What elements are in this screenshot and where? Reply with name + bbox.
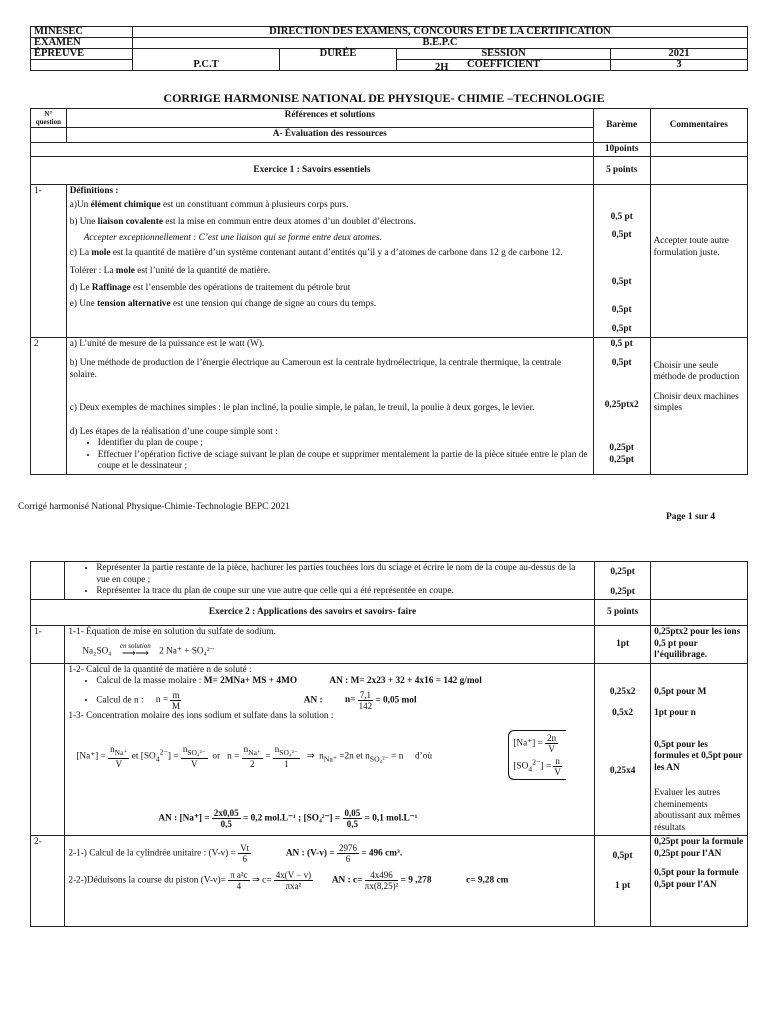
n-calc-label: Calcul de n : bbox=[96, 695, 144, 706]
dissolution-equation bbox=[68, 643, 591, 658]
q1b-def: est la mise en commun entre deux atomes d’un doublet d’électrons. bbox=[162, 217, 416, 227]
eq-arrow-icon: ⟶⟶ bbox=[121, 648, 149, 659]
course-final: c= 9,28 cm bbox=[466, 875, 509, 886]
coupe-step-4: • Représenter la trace du plan de coupe sur une vue autre que celle qui a été représentée en coupe. bbox=[96, 586, 591, 598]
session-value: 2021 bbox=[611, 49, 748, 60]
course-den: 4 bbox=[236, 881, 242, 891]
cylindree-an-num: 2976 bbox=[338, 843, 357, 853]
duree-value-display: 2H bbox=[435, 62, 449, 73]
course-comment-1: 0,5pt pour la formule bbox=[654, 868, 739, 878]
cylindree-comment-1: 0,25pt pour la formule bbox=[654, 837, 744, 847]
n-formula-left: n = bbox=[155, 695, 169, 706]
course-text: 2-2-)Déduisons la course du piston (V-v)= bbox=[68, 875, 226, 886]
q1-number: 1- bbox=[31, 185, 67, 338]
direction-cell: DIRECTION DES EXAMENS, CONCOURS ET DE LA CERTIFICATION bbox=[133, 27, 748, 38]
conc-na-num: 2x0,05 bbox=[213, 808, 239, 818]
coupe-steps-continued bbox=[65, 562, 595, 600]
page-2 bbox=[0, 555, 768, 1024]
n-calc-line bbox=[96, 690, 591, 711]
molar-mass-line bbox=[96, 676, 591, 688]
q1d-def: est l’ensemble des opérations de traitement du pétrole brut bbox=[130, 283, 351, 293]
q2d-step-1: • Identifier du plan de coupe ; bbox=[98, 438, 590, 450]
n-result: = 0,05 mol bbox=[375, 695, 417, 706]
course-implies: ⇒ c= bbox=[251, 875, 272, 886]
n-an-den: 142 bbox=[358, 700, 373, 711]
eq-reactant: Na₂SO₄ bbox=[82, 646, 112, 656]
ex2-q11-text: 1-1- Équation de mise en solution du sulfate de sodium. bbox=[68, 627, 276, 637]
n-an-label: AN : bbox=[303, 695, 323, 706]
n-formula-den: M bbox=[171, 700, 180, 711]
q2c-comment: Choisir deux machines simples bbox=[653, 391, 739, 413]
q1e-points: 0,5pt bbox=[611, 324, 632, 334]
q2-number: 2 bbox=[31, 337, 67, 474]
molar-mass-formula: M= 2MNa+ MS + 4MO bbox=[203, 676, 298, 686]
concentration-formulas: [Na⁺] = $\frac{n_{Na^+}}{V}$ et $[SO_4^{2-}]$ = $\frac{n_{SO_4^{2-}}}{V}$ or n = $\frac{n_{Na^+}}{2}$ = $\frac{n_{SO_4^{2-}}}{1}$ ⇒ $n_{Na^+} =2n$ et $n_{SO_4^{2-}} = n$ d’où [Na⁺] = $\frac{2n}{V}$ $[SO_4^{2-}]$ = $\frac{n}{V}$ bbox=[76, 730, 591, 786]
session-label: SESSION bbox=[397, 49, 611, 60]
exercice1-title: Exercice 1 : Savoirs essentiels bbox=[31, 157, 594, 185]
q2d-step-2: • Effectuer l’opération fictive de sciage suivant le plan de coupe et supprimer mentalement la partie de la pièce située entre le plan de coupe et le dessinateur ; bbox=[98, 450, 590, 473]
q1b-pre: b) Une bbox=[69, 217, 98, 227]
concentration-comment: 0,5pt pour les formules et 0,5pt pour les AN bbox=[654, 739, 743, 773]
course-num: π a²c bbox=[230, 870, 248, 880]
conc-na-result: = 0,2 mol.L⁻¹ ; [SO₄²⁻] = bbox=[242, 813, 341, 824]
course-comment-2: 0,5pt pour l’AN bbox=[654, 879, 717, 890]
q2c-text: c) Deux exemples de machines simples : le plan incliné, la poulie simple, le palan, le treuil, la poulie à deux gorges, le levier. bbox=[69, 403, 535, 413]
footer-page-number: Page 1 sur 4 bbox=[666, 512, 716, 522]
ex2-q12-q13-bareme bbox=[595, 663, 651, 836]
exercice2-points: 5 points bbox=[595, 600, 651, 626]
ex2-q12-q13-content bbox=[65, 663, 595, 836]
ex2-q2-content bbox=[65, 836, 595, 927]
ex2-q2-bareme bbox=[595, 836, 651, 927]
footer-left: Corrigé harmonisé National Physique-Chimie-Technologie BEPC 2021 bbox=[18, 502, 290, 512]
n-an-left: n= bbox=[344, 695, 356, 706]
col-header-comments: Commentaires bbox=[650, 109, 747, 143]
ex2-q2-comment bbox=[651, 836, 748, 927]
ex2-q1-number: 1- bbox=[31, 626, 65, 664]
q1c-tol-pre: Tolérer : La bbox=[69, 265, 116, 276]
epreuve-label: ÉPREUVE bbox=[31, 49, 133, 60]
q2d-steps bbox=[70, 438, 590, 473]
cylindree-result: = 496 cm³. bbox=[361, 848, 403, 859]
q1d-points: 0,5pt bbox=[611, 304, 632, 315]
q2d-points-2: 0,25pt bbox=[609, 454, 634, 465]
q1e-pre: e) Une bbox=[69, 298, 98, 309]
conc-na-den: 0,5 bbox=[220, 819, 232, 829]
q1-bareme bbox=[593, 185, 650, 338]
conc-an-label: AN : [Na⁺] = bbox=[158, 813, 210, 824]
answer-table-page2 bbox=[30, 561, 748, 927]
molar-mass-result: M= 2x23 + 32 + 4x16 = 142 g/mol bbox=[350, 676, 482, 686]
cylindree-text: 2-1-) Calcul de la cylindrée unitaire : (V-v) = bbox=[68, 848, 236, 859]
eq-arrow-label: en solution bbox=[119, 641, 151, 650]
q2b-comment: Choisir une seule méthode de production bbox=[653, 360, 740, 382]
exercice1-points: 5 points bbox=[593, 157, 650, 185]
n-comment: 1pt pour n bbox=[654, 708, 696, 718]
cylindree-line bbox=[68, 843, 591, 864]
col-header-num: N° question bbox=[31, 109, 67, 128]
col-header-bareme: Barème bbox=[593, 109, 650, 143]
conc-so-num: 0,05 bbox=[344, 808, 361, 818]
course-an-den: πx(8,25)² bbox=[364, 881, 399, 891]
col-header-refs: Références et solutions bbox=[66, 109, 593, 128]
cylindree-an-den: 6 bbox=[345, 854, 351, 864]
section-a-points: 10points bbox=[593, 142, 650, 157]
q2d-points-1: 0,25pt bbox=[609, 443, 634, 453]
other-paths-comment: Evaluer les autres cheminements aboutissant aux mêmes résultats bbox=[654, 788, 741, 833]
q1c-term: mole bbox=[91, 248, 111, 258]
q1e-def: est une tension qui change de signe au cours du temps. bbox=[170, 298, 377, 309]
course-mid-den: πxa² bbox=[285, 881, 302, 891]
exercice2-title: Exercice 2 : Applications des savoirs et savoirs- faire bbox=[31, 600, 595, 626]
q1-content bbox=[66, 185, 593, 338]
q2b-points: 0,5pt bbox=[611, 358, 632, 368]
cylindree-points: 0,5pt bbox=[612, 851, 633, 861]
document-title: CORRIGE HARMONISE NATIONAL DE PHYSIQUE- CHIMIE –TECHNOLOGIE bbox=[163, 91, 605, 105]
examen-value: B.E.P.C bbox=[133, 38, 748, 49]
conc-so-den: 0,5 bbox=[346, 819, 359, 829]
molar-mass-comment: 0,5pt pour M bbox=[654, 686, 707, 697]
q2a-text: a) L’unité de mesure de la puissance est le watt (W). bbox=[69, 338, 265, 349]
course-points: 1 pt bbox=[614, 880, 631, 891]
minesec-cell: MINESEC bbox=[31, 27, 133, 38]
cylindree-num: Vt bbox=[240, 843, 250, 853]
q1c-tol-term: mole bbox=[115, 265, 135, 276]
q2-content bbox=[66, 337, 593, 474]
course-line bbox=[68, 870, 591, 891]
coupe-steps-points bbox=[595, 562, 651, 600]
concentration-points: 0,25x4 bbox=[609, 765, 636, 776]
exam-header-table bbox=[30, 26, 748, 71]
q2c-points: 0,25ptx2 bbox=[604, 399, 639, 410]
ex2-q11-comment-1: 0,25ptx2 pour les ions bbox=[654, 627, 741, 637]
ex2-q2-number: 2- bbox=[31, 836, 65, 927]
ex2-q11-bareme: 1pt bbox=[595, 626, 651, 664]
course-an-num: 4x496 bbox=[365, 870, 399, 881]
eq-products: 2 Na⁺ + SO₄²⁻ bbox=[159, 646, 215, 656]
q1c-points: 0,5pt bbox=[611, 277, 632, 287]
course-result: = 9 ,278 bbox=[400, 875, 432, 886]
coefficient-value: 3 bbox=[611, 60, 748, 71]
cylindree-den: 6 bbox=[242, 854, 247, 864]
q1-heading: Définitions : bbox=[69, 186, 119, 196]
molar-mass-an-label: AN : bbox=[329, 676, 351, 686]
q1e-term: tension alternative bbox=[97, 298, 171, 309]
cylindree-comment-2: 0,25pt pour l’AN bbox=[654, 848, 722, 859]
q2-bareme bbox=[593, 337, 650, 474]
q1b-exception: Accepter exceptionnellement : C’est une liaison qui se forme entre deux atomes. bbox=[83, 232, 382, 243]
ex2-q13-text: 1-3- Concentration molaire des ions sodium et sulfate dans la solution : bbox=[68, 710, 334, 721]
examen-label: EXAMEN bbox=[31, 38, 133, 49]
q1c-tol-def: est l’unité de la quantité de matière. bbox=[134, 265, 271, 276]
q2d-text: d) Les étapes de la réalisation d’une coupe simple sont : bbox=[69, 426, 278, 437]
page-gap bbox=[0, 527, 768, 555]
duree-label: DURÉE bbox=[280, 49, 397, 71]
ex2-q12-q13-comment bbox=[651, 663, 748, 836]
course-mid-num: 4x(V − v) bbox=[275, 870, 312, 880]
n-formula-num: m bbox=[172, 689, 180, 700]
coupe-step-3-points: 0,25pt bbox=[610, 567, 635, 577]
section-a-title: A- Évaluation des ressources bbox=[66, 128, 593, 143]
coupe-step-3: • Représenter la partie restante de la pièce, hachurer les parties touchées lors du sciage et écrire le nom de la coupe au-dessus de la vue en coupe ; bbox=[96, 563, 591, 586]
q2a-points: 0,5 pt bbox=[610, 338, 633, 349]
q1a-points: 0,5 pt bbox=[610, 212, 633, 222]
ex2-q12-text: 1-2- Calcul de la quantité de matière n de soluté : bbox=[68, 664, 252, 675]
n-points: 0,5x2 bbox=[612, 708, 634, 718]
molar-mass-label: Calcul de la masse molaire : bbox=[96, 676, 204, 686]
q1a-def: est un constituant commun à plusieurs corps purs. bbox=[160, 199, 349, 210]
epreuve-value: P.C.T bbox=[133, 49, 280, 71]
q1a-pre: a)Un bbox=[69, 199, 91, 210]
q1c-def: est la quantité de matière d’un système contenant autant d’entités qu’il y a d’atomes de carbone dans 12 g de carbone 12. bbox=[110, 248, 563, 258]
coefficient-label: COEFFICIENT bbox=[397, 60, 611, 71]
molar-mass-points: 0,25x2 bbox=[609, 686, 636, 697]
q1b-term: liaison covalente bbox=[97, 217, 163, 227]
concentration-an-line bbox=[158, 808, 591, 829]
q1-comment-text: Accepter toute autre formulation juste. bbox=[653, 236, 729, 258]
q1a-term: élément chimique bbox=[90, 199, 161, 210]
q1b-points: 0,5pt bbox=[611, 229, 632, 240]
conc-so-result: = 0,1 mol.L⁻¹ bbox=[364, 813, 418, 824]
q2b-text: b) Une méthode de production de l’énergie électrique au Cameroun est la centrale hydroélectrique, la centrale thermique, la centrale solaire. bbox=[69, 358, 562, 380]
ex2-q11-comment bbox=[651, 626, 748, 664]
q2-comment bbox=[650, 337, 747, 474]
ex2-q11-content bbox=[65, 626, 595, 664]
q1d-pre: d) Le bbox=[69, 283, 92, 293]
q1-comment bbox=[650, 185, 747, 338]
n-an-num: 7,1 bbox=[359, 689, 372, 700]
coupe-step-4-points: 0,25pt bbox=[610, 586, 635, 597]
q1c-pre: c) La bbox=[69, 248, 92, 258]
course-an-label: AN : c= bbox=[331, 875, 363, 886]
cylindree-an-label: AN : (V-v) = bbox=[285, 848, 335, 859]
q1d-term: Raffinage bbox=[91, 283, 131, 293]
answer-table-page1 bbox=[30, 108, 748, 475]
ex2-q11-comment-2: 0,5 pt pour l’équilibrage. bbox=[654, 638, 708, 660]
